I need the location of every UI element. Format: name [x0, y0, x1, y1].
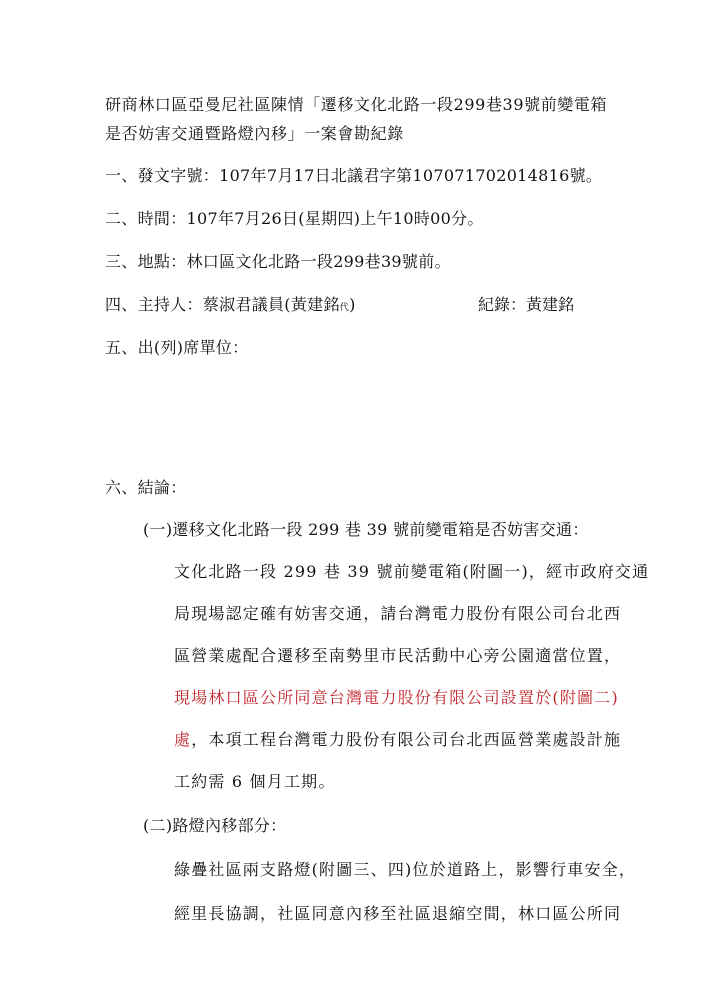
section-host — [105, 295, 356, 318]
conclusion-item-1-line-3: 區營業處配合遷移至南勢里市民活動中心旁公園適當位置， — [174, 646, 622, 665]
section-location: 三、地點：林口區文化北路一段299巷39號前。 — [105, 252, 451, 271]
conclusion-item-1-line-5 — [174, 730, 621, 750]
host-close: ) — [349, 295, 356, 314]
conclusion-item-2-heading: (二)路燈內移部分： — [143, 816, 287, 835]
conclusion-item-1-highlight-line: 現場林口區公所同意台灣電力股份有限公司設置於(附圖二) — [174, 688, 619, 707]
section-conclusion: 六、結論： — [105, 478, 187, 497]
conclusion-item-1-line-2: 局現場認定確有妨害交通，請台灣電力股份有限公司台北西 — [174, 604, 622, 623]
conclusion-item-1-heading: (一)遷移文化北路一段 299 巷 39 號前變電箱是否妨害交通： — [143, 520, 589, 539]
host-proxy-mark: 代 — [339, 303, 350, 313]
document-title-line-1: 研商林口區亞曼尼社區陳情「遷移文化北路一段299巷39號前變電箱 — [105, 95, 608, 114]
highlight-continuation: 處 — [174, 730, 192, 749]
section-attendees: 五、出(列)席單位： — [105, 338, 249, 357]
conclusion-item-1-line-6: 工約需 6 個月工期。 — [174, 772, 336, 791]
host-text: 四、主持人：蔡淑君議員(黃建銘 — [105, 295, 340, 314]
line-5-rest: ，本項工程台灣電力股份有限公司台北西區營業處設計施 — [191, 730, 622, 749]
document-title-line-2: 是否妨害交通暨路燈內移」一案會勘紀錄 — [105, 124, 404, 143]
section-recorder: 紀錄：黃建銘 — [478, 295, 575, 314]
conclusion-item-2-line-2: 經里長協調，社區同意內移至社區退縮空間，林口區公所同 — [174, 904, 622, 923]
section-document-number: 一、發文字號：107年7月17日北議君字第107071702014816號。 — [105, 166, 603, 185]
section-time: 二、時間：107年7月26日(星期四)上午10時00分。 — [105, 209, 484, 228]
conclusion-item-1-line-1: 文化北路一段 299 巷 39 號前變電箱(附圖一)，經市政府交通 — [174, 562, 650, 581]
conclusion-item-2-line-1: 綠疊社區兩支路燈(附圖三、四)位於道路上，影響行車安全， — [174, 860, 637, 879]
